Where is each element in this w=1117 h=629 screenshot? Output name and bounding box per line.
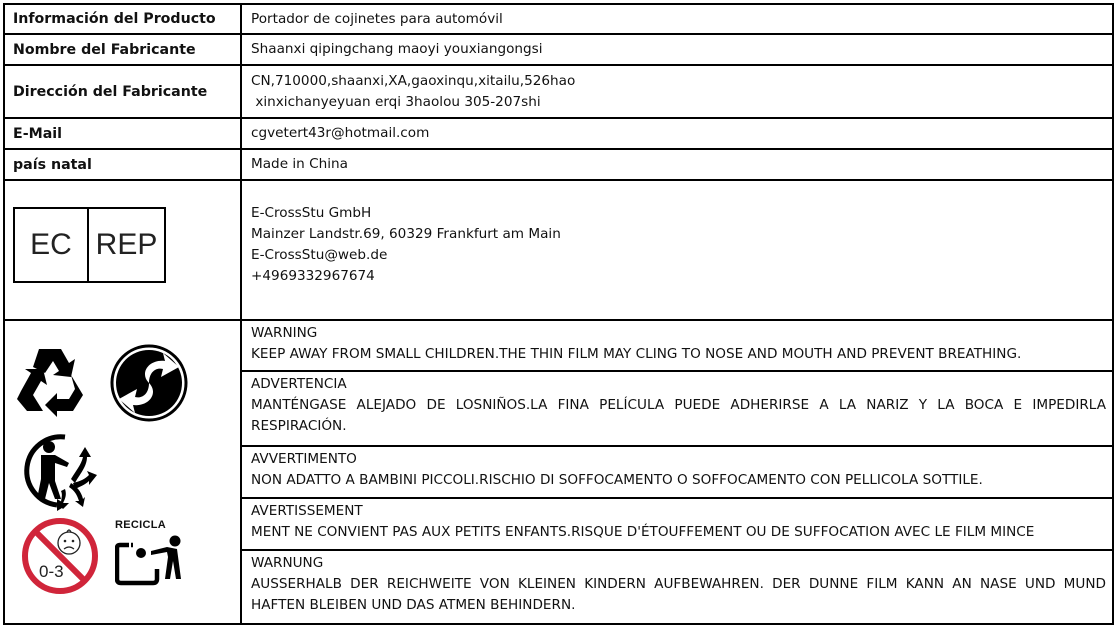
warning-title: AVERTISSEMENT [251,503,363,519]
warning-title: AVVERTIMENTO [251,451,357,467]
label-country: país natal [5,150,242,179]
ec-rep-company: E-CrossStu GmbH [251,205,372,221]
label-manufacturer-name: Nombre del Fabricante [5,35,242,64]
product-info-table [3,3,1114,625]
warning-body: MANTÉNGASE ALEJADO DE LOSNIÑOS.LA FINA PELÍCULA PUEDE ADHERIRSE A LA NARIZ Y LA BOCA E IMPEDIRLA RESPIRACIÓN. [251,397,1106,434]
warning-title: ADVERTENCIA [251,376,347,392]
ec-rep-email: E-CrossStu@web.de [251,247,388,263]
recicla-label: RECICLA [115,519,166,531]
green-dot-icon [109,343,189,423]
warning-body: KEEP AWAY FROM SMALL CHILDREN.THE THIN FILM MAY CLING TO NOSE AND MOUTH AND PREVENT BREATHING. [251,346,1022,362]
ec-rep-mark-cell [5,181,242,319]
warnings-list [242,321,1112,623]
ec-rep-mark-ec: EC [15,209,89,281]
ec-rep-address [242,181,1112,319]
label-email: E-Mail [5,119,242,148]
warning-italian [242,447,1112,499]
row-country [5,150,1112,181]
value-manufacturer-address [242,66,1112,117]
row-product-info [5,5,1112,35]
ec-rep-phone: +4969332967674 [251,268,375,284]
value-country: Made in China [251,156,348,172]
warning-title: WARNUNG [251,555,324,571]
recicla-icon [115,535,187,587]
triman-icon [13,429,97,511]
label-product-info: Información del Producto [5,5,242,33]
symbols-cell [5,321,242,623]
row-email [5,119,1112,150]
warning-body: AUSSERHALB DER REICHWEITE VON KLEINEN KINDERN AUFBEWAHREN. DER DUNNE FILM KANN AN NASE UND MUND HAFTEN BLEIBEN UND DAS ATMEN BEHINDERN. [251,576,1106,613]
value-product-info: Portador de cojinetes para automóvil [251,10,503,27]
value-manufacturer-name: Shaanxi qipingchang maoyi youxiangongsi [251,41,543,57]
value-email: cgvetert43r@hotmail.com [251,125,430,141]
warning-spanish [242,372,1112,447]
warning-title: WARNING [251,325,318,341]
ec-rep-street: Mainzer Landstr.69, 60329 Frankfurt am Main [251,226,561,242]
warning-body: MENT NE CONVIENT PAS AUX PETITS ENFANTS.RISQUE D'ÉTOUFFEMENT OU DE SUFFOCATION AVEC LE FILM MINCE [251,524,1035,540]
warning-german [242,551,1112,623]
address-line-1: CN,710000,shaanxi,XA,gaoxinqu,xitailu,526hao [251,72,576,89]
row-ec-rep [5,181,1112,321]
warning-body: NON ADATTO A BAMBINI PICCOLI.RISCHIO DI SOFFOCAMENTO O SOFFOCAMENTO CON PELLICOLA SOTTILE. [251,472,983,488]
warning-english [242,321,1112,372]
ec-rep-icon [13,207,166,283]
ec-rep-mark-rep: REP [95,228,158,261]
row-manufacturer-address [5,66,1112,119]
not-for-0-3-icon [19,515,101,597]
svg-text:0-3: 0-3 [39,562,64,581]
warning-french [242,499,1112,551]
label-manufacturer-address: Dirección del Fabricante [5,66,242,117]
row-warnings [5,321,1112,623]
recycle-icon [13,345,93,421]
row-manufacturer-name [5,35,1112,66]
address-line-2: xinxichanyeyuan erqi 3haolou 305-207shi [251,93,541,110]
